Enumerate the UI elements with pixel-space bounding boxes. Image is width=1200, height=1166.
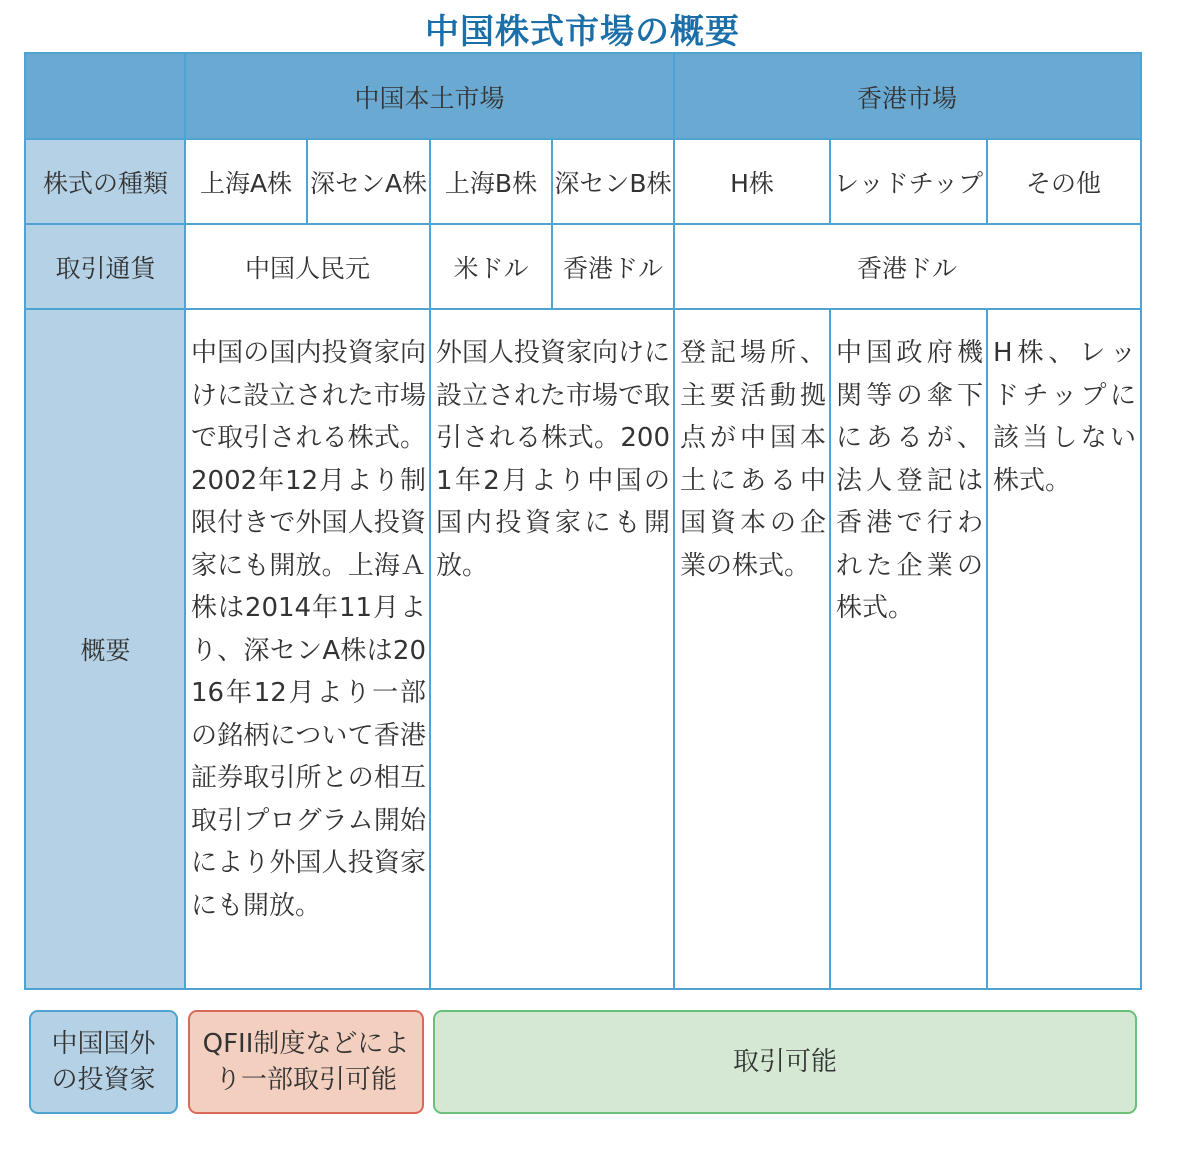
share-type-shenzhen-a: 深センA株 (309, 168, 428, 198)
share-type-shanghai-b: 上海B株 (444, 168, 538, 198)
page-title: 中国株式市場の概要 (425, 12, 740, 52)
partial-access-label: QFII制度などにより一部取引可能 (202, 1029, 410, 1095)
column-divider (184, 54, 186, 988)
share-type-other: その他 (1025, 168, 1101, 198)
header-mainland: 中国本土市場 (185, 54, 674, 139)
partial-access-box (188, 1010, 424, 1114)
column-divider (986, 309, 988, 988)
overview-a-shares: 中国の国内投資家向けに設立された市場で取引される株式。2002年12月より制限付きで外国人投資家にも開放。上海Ａ株は2014年11月より、深センA株は2016年12月より一部の銘柄について香港証券取引所との相互取引プログラム開始により外国人投資家にも開放。 (191, 338, 426, 921)
overview-b-shares: 外国人投資家向けに設立された市場で取引される株式。2001年2月より中国の国内投資家にも開放。 (436, 338, 671, 581)
market-table (24, 52, 1142, 990)
row-divider (26, 308, 1140, 310)
investor-label: 中国国外の投資家 (51, 1029, 156, 1095)
overview-red-chip: 中国政府機関等の傘下にあるが、法人登記は香港で行われた企業の株式。 (836, 338, 983, 623)
column-divider (306, 139, 308, 224)
share-type-h: H株 (730, 168, 774, 198)
row-divider (26, 223, 1140, 225)
column-divider (673, 54, 675, 988)
full-access-label: 取引可能 (732, 1047, 837, 1077)
full-access-box (433, 1010, 1137, 1114)
column-divider (429, 309, 431, 988)
currency-hkd-b: 香港ドル (562, 253, 663, 283)
share-type-red-chip: レッドチップ (833, 168, 983, 198)
investor-label-box (29, 1010, 178, 1114)
share-type-shanghai-a: 上海A株 (199, 168, 293, 198)
row-label-currency: 取引通貨 (26, 224, 185, 309)
column-divider (986, 139, 988, 224)
header-corner-cell (26, 54, 185, 139)
column-divider (429, 224, 431, 309)
column-divider (551, 139, 553, 309)
currency-hkd-hk: 香港ドル (856, 253, 957, 283)
overview-h-shares: 登記場所、主要活動拠点が中国本土にある中国資本の企業の株式。 (680, 338, 826, 581)
row-label-share-type: 株式の種類 (26, 139, 185, 224)
currency-usd: 米ドル (453, 253, 529, 283)
header-hongkong: 香港市場 (674, 54, 1140, 139)
row-divider (26, 138, 1140, 140)
share-type-shenzhen-b: 深センB株 (554, 168, 672, 198)
column-divider (829, 139, 831, 224)
column-divider (829, 309, 831, 988)
currency-rmb: 中国人民元 (244, 253, 370, 283)
column-divider (429, 139, 431, 224)
row-label-overview: 概要 (26, 309, 185, 988)
overview-other: H株、レッドチップに該当しない株式。 (993, 338, 1136, 496)
